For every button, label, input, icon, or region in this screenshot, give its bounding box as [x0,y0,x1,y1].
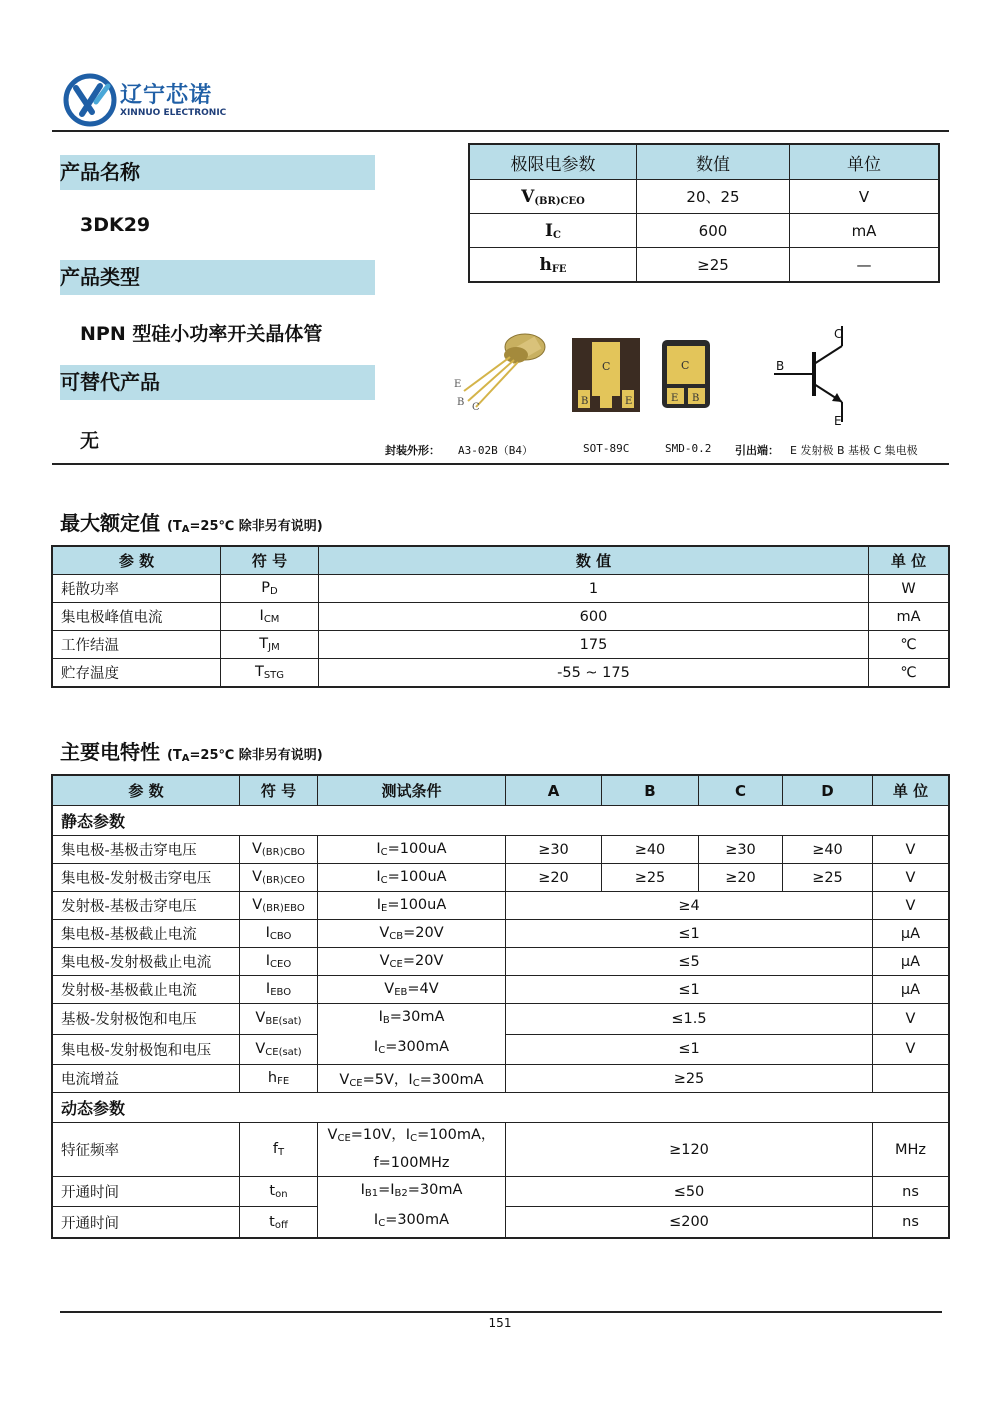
symbol-cell: $f_T$ [240,1123,318,1177]
param-cell: 基极-发射极饱和电压 [52,1004,240,1035]
cond-cell: $V_{EB}=4V$ [318,976,506,1004]
col-header: 单 位 [873,775,950,806]
smd-package-image [662,340,710,408]
table-row [52,659,949,688]
package-smd: SMD-0.2 [665,442,712,455]
param-cell: 开通时间 [52,1207,240,1238]
alt-product-value: 无 [80,430,100,452]
elec-char-table [51,774,950,1239]
value-cell: ≥25 [637,248,790,283]
unit-cell: ns [873,1177,950,1207]
table-header-row [52,775,949,806]
cond-cell: $I_C=100uA$ [318,836,506,864]
symbol-cell: $V_{(BR)CEO}$ [240,864,318,892]
table-row [52,1004,949,1035]
param-cell: 耗散功率 [52,575,221,603]
col-header: 单 位 [869,546,950,575]
unit-cell: V [873,836,950,864]
xinnuo-logo-icon [62,72,118,128]
value-cell: ≤200 [506,1207,873,1238]
value-d-cell: ≥25 [783,864,873,892]
unit-cell: V [873,864,950,892]
param-cell: 集电极峰值电流 [52,603,221,631]
brand-name-cn: 辽宁芯诺 [120,83,213,108]
unit-cell: V [873,1004,950,1035]
param-cell: 工作结温 [52,631,221,659]
param-cell: $I_C$ [469,214,637,248]
elec-char-title: 主要电特性 ($T_A=25℃$ 除非另有说明) [60,740,323,764]
lead-c-label: C [472,402,480,413]
value-cell: ≤1 [506,976,873,1004]
pin-label: 引出端： [735,444,779,457]
param-cell: 集电极-发射极击穿电压 [52,864,240,892]
package-sot: SOT-89C [583,442,630,455]
static-params-title: 静态参数 [52,806,949,836]
product-name-value: 3DK29 [80,214,151,236]
col-header: 符 号 [240,775,318,806]
footer-rule [60,1311,942,1313]
header-rule [52,130,949,132]
unit-cell: μA [873,920,950,948]
value-cell: 20、25 [637,180,790,214]
table-row [52,1177,949,1207]
dynamic-params-title: 动态参数 [52,1093,949,1123]
table-row [52,892,949,920]
value-cell: 175 [319,631,869,659]
unit-cell: mA [869,603,950,631]
cond-cell: $V_{CE}=10V$，$I_C=100mA$， f=100MHz [318,1123,506,1177]
param-cell: $V_{(BR)CEO}$ [469,180,637,214]
page-number: 151 [488,1316,512,1330]
lead-b-label: B [457,397,465,408]
unit-cell: V [790,180,940,214]
col-header: B [602,775,699,806]
symbol-cell: $V_{(BR)CBO}$ [240,836,318,864]
unit-cell: μA [873,976,950,1004]
table-header-row [52,546,949,575]
smd-pad-c-label: C [681,359,690,372]
symbol-cell: $I_{EBO}$ [240,976,318,1004]
param-cell: 贮存温度 [52,659,221,688]
table-row [469,180,939,214]
value-cell: ≥25 [506,1065,873,1093]
max-ratings-title: 最大额定值 ($T_A=25℃$ 除非另有说明) [60,511,323,535]
unit-cell: V [873,1034,950,1065]
symbol-pin-c: C [834,327,843,341]
table-header-row [469,144,939,180]
product-type-value: NPN 型硅小功率开关晶体管 [80,323,323,345]
col-header: C [699,775,783,806]
product-type-title: 产品类型 [60,265,140,289]
param-cell: 集电极-基极击穿电压 [52,836,240,864]
unit-cell: μA [873,948,950,976]
symbol-cell: $V_{BE(sat)}$ [240,1004,318,1035]
unit-cell: ns [873,1207,950,1238]
unit-cell [873,1065,950,1093]
table-row [469,248,939,283]
cond-cell: $V_{CB}=20V$ [318,920,506,948]
to-package-image [450,325,550,415]
unit-cell: V [873,892,950,920]
cond-cell: $V_{CE}=5V$，$I_C=300mA$ [318,1065,506,1093]
sot89-package-image [572,338,640,412]
param-cell: 特征频率 [52,1123,240,1177]
table-row [52,1123,949,1177]
pad-c-label: C [602,360,611,373]
param-cell: 集电极-发射极截止电流 [52,948,240,976]
param-cell: 发射极-基极击穿电压 [52,892,240,920]
pin-text: E 发射极 B 基极 C 集电极 [790,444,918,457]
limit-params-table [468,143,940,283]
value-cell: ≤1 [506,920,873,948]
brand-name-en: XINNUO ELECTRONIC [120,108,227,118]
table-row [469,214,939,248]
cond-cell: $I_{B1}=I_{B2}=30mA$ $I_C=300mA$ [318,1177,506,1239]
smd-pad-b-label: B [692,393,700,404]
npn-symbol-icon [772,322,862,430]
param-cell: 集电极-基极截止电流 [52,920,240,948]
pad-e-label: E [625,396,633,407]
value-cell: ≤5 [506,948,873,976]
table-row [52,603,949,631]
symbol-cell: $T_{STG}$ [221,659,319,688]
col-header: 参 数 [52,775,240,806]
table-row [52,920,949,948]
cond-cell: $V_{CE}=20V$ [318,948,506,976]
param-cell: 发射极-基极截止电流 [52,976,240,1004]
value-cell: ≤50 [506,1177,873,1207]
cond-cell: $I_C=100uA$ [318,864,506,892]
param-cell: 开通时间 [52,1177,240,1207]
product-name-title: 产品名称 [60,160,140,184]
col-header: 极限电参数 [469,144,637,180]
unit-cell: W [869,575,950,603]
value-cell: 600 [637,214,790,248]
symbol-cell: $t_{on}$ [240,1177,318,1207]
symbol-cell: $V_{CE(sat)}$ [240,1034,318,1065]
value-cell: ≥4 [506,892,873,920]
value-b-cell: ≥40 [602,836,699,864]
table-row [52,976,949,1004]
param-cell: $h_{FE}$ [469,248,637,283]
info-rule [52,463,949,465]
unit-cell: mA [790,214,940,248]
value-cell: -55 ~ 175 [319,659,869,688]
symbol-cell: $T_{JM}$ [221,631,319,659]
package-a3: A3-02B（B4） [458,444,533,457]
unit-cell: MHz [873,1123,950,1177]
unit-cell: ℃ [869,631,950,659]
pad-b-label: B [581,396,589,407]
col-header: 单位 [790,144,940,180]
param-cell: 电流增益 [52,1065,240,1093]
col-header: 符 号 [221,546,319,575]
value-c-cell: ≥20 [699,864,783,892]
symbol-cell: $I_{CBO}$ [240,920,318,948]
table-row [52,864,949,892]
value-b-cell: ≥25 [602,864,699,892]
param-cell: 集电极-发射极饱和电压 [52,1034,240,1065]
unit-cell: ℃ [869,659,950,688]
symbol-cell: $h_{FE}$ [240,1065,318,1093]
value-a-cell: ≥20 [506,864,602,892]
value-cell: ≥120 [506,1123,873,1177]
symbol-cell: $I_{CEO}$ [240,948,318,976]
symbol-cell: $P_D$ [221,575,319,603]
max-ratings-table [51,545,950,688]
col-header: D [783,775,873,806]
symbol-cell: $I_{CM}$ [221,603,319,631]
smd-pad-e-label: E [671,393,679,404]
value-cell: 600 [319,603,869,631]
symbol-pin-b: B [776,359,785,373]
col-header: A [506,775,602,806]
symbol-pin-e: E [834,414,842,428]
col-header: 数 值 [319,546,869,575]
symbol-cell: $V_{(BR)EBO}$ [240,892,318,920]
value-cell: 1 [319,575,869,603]
alt-product-title: 可替代产品 [60,370,160,394]
logo [62,72,227,128]
col-header: 参 数 [52,546,221,575]
cond-cell: $I_B=30mA$ $I_C=300mA$ [318,1004,506,1065]
group-row [52,806,949,836]
value-cell: ≤1.5 [506,1004,873,1035]
table-row [52,631,949,659]
value-d-cell: ≥40 [783,836,873,864]
unit-cell: — [790,248,940,283]
value-a-cell: ≥30 [506,836,602,864]
cond-cell: $I_E=100uA$ [318,892,506,920]
table-row [52,836,949,864]
value-c-cell: ≥30 [699,836,783,864]
col-header: 数值 [637,144,790,180]
lead-e-label: E [454,379,462,390]
table-row [52,948,949,976]
value-cell: ≤1 [506,1034,873,1065]
table-row [52,1065,949,1093]
table-row [52,575,949,603]
group-row [52,1093,949,1123]
symbol-cell: $t_{off}$ [240,1207,318,1238]
col-header: 测试条件 [318,775,506,806]
package-label: 封装外形： [385,444,440,457]
